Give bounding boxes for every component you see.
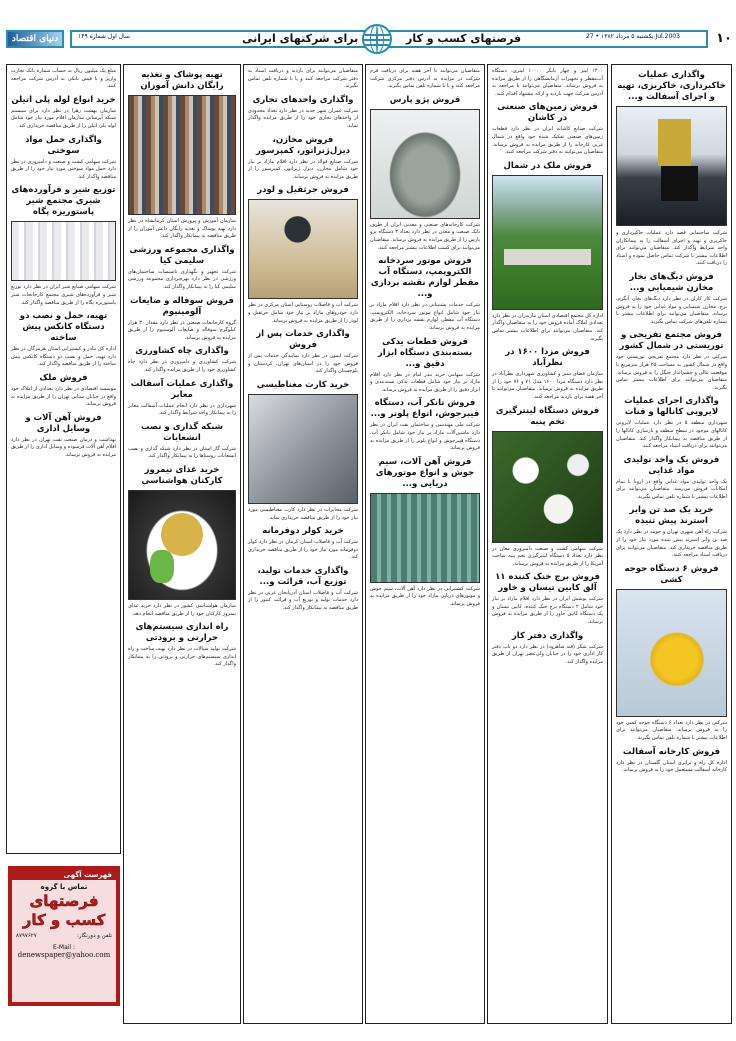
ad-body-text: شرکت صنایع فولاد در نظر دارد اقلام مازاد بر نیاز خود شامل مخازن، دیزل ژنراتور، کمپرسور را از طریق مزایده به فروش برساند. [248,158,358,180]
classified-ad [370,457,480,609]
ad-headline: واگذاری دفتر کار [511,630,584,641]
classified-ad [492,631,603,667]
ad-body-text: شرکت کشاورزی و دامپروری در نظر دارد چاه کشاورزی خود را از طریق مزایده واگذار کند. [128,359,236,373]
road-photo [616,106,727,226]
classified-ad [128,346,236,374]
classified-ad [128,245,236,292]
ad-body-text: شرکت گاز استان در نظر دارد شبکه گذاری و نصب انشعابات روستاها را به پیمانکار واگذار کند. [128,445,236,460]
classified-ad [616,747,727,775]
ad-headline: فروش دیگ‌های بخار مخازن شیمیایی و... [629,271,714,293]
ad-headline: فروش ملک [39,372,88,383]
page-header [6,24,732,54]
classified-ad [248,135,358,182]
ad-body-text: شهرداری منطقه ۵ در نظر دارد عملیات لایروبی کانالهای موجود در سطح منطقه و بازسازی کانالها را از طریق مناقصه به پیمانکار واگذار کند. متقاضیان می‌توانند برای دریافت اسناد مراجعه کنند. [616,420,728,450]
classified-ad [616,505,727,559]
classified-ad [616,70,727,226]
ad-headline: توزیع شیر و فرآورده‌های شیری مجتمع شیر پاستوریزه پگاه [11,185,116,218]
ad-headline: واگذاری اجرای عملیات لایروبی کانالها و قنات [624,396,719,418]
classified-ad [128,465,236,618]
ad-body-text: شرکتی در نظر دارد مجتمع تفریحی توریستی خود واقع در شمال کشور به مساحت ۲۵ هزار مترمربع با موقعیت عالی و چشم‌انداز جنگل را به فروش برساند. متقاضیان می‌توانند برای اطلاعات بیشتر تماس بگیرند. [616,354,727,391]
ad-headline: فروش تانکر آب، دستگاه فیبرجوش، انواع پلوتر و... [370,398,480,420]
ad-body-text: شرکت خدمات پشتیبانی در نظر دارد اقلام مازاد بر نیاز خود شامل انواع موتور سردخانه، الکتروپمپ، دستگاه آب مقطر، لوازم نقشه برداری را از طریق مزایده به فروش برساند. [370,302,480,331]
ad-headline: فروش زمین‌های صنعتی در کاشان [497,102,598,124]
ad-headline: تهیه پوشاک و تغذیه رایگان دانش آموزان [140,70,224,91]
ad-headline: خرید انواع لوله پلی اتیلن [11,94,116,105]
ad-headline: فروش مخازن، دیزل‌ژنراتور، کمپرسور [255,134,351,156]
ad-headline: خرید غذای نیمروز کارکنان هواشناسی [141,464,223,486]
steel-photo [370,493,480,583]
classified-ad [128,296,236,343]
ad-body-text: شرکت تولید سیالات در نظر دارد تهیه، ساخت و راه اندازی سیستم‌های حرارتی و برودتی را به پیمانکار واگذار کند. [128,646,236,668]
chicks-photo [616,589,727,717]
ad-headline: واگذاری خدمات تولید، توزیع آب، قرائت و... [257,565,349,587]
ad-body-text: شرکت شکر (قند شاهرود) در نظر دارد دو باب دفتر کار اداری خود را در خیابان ولی‌عصر تهران از طریق مزایده واگذار کند. [492,643,603,665]
ad-headline: خرید کارت مغناطیسی [256,379,350,390]
ad-headline: فروش یک واحد تولیدی مواد غذایی [623,454,720,476]
ad-body-text: شهرداری در نظر دارد انجام عملیات آسفالت معابر را به پیمانکار واجد شرایط واگذار کند. [128,402,236,417]
ad-body-text: بهداشت و درمان صنعت نفت تهران در نظر دارد اقلام آهن آلات فرسوده و وسایل اداری را از طریق مزایده به فروش برساند. [11,436,116,458]
ad-body-text: مبلغ یک میلیون ریال به حساب شماره بانک تجارت واریز و با فیش بانکی به آدرس شرکت مراجعه کنند. [11,68,116,90]
classified-ad [11,185,116,307]
ad-body-text: شرکت کار کاران در نظر دارد دیگ‌های بخار، آبگرم، برج، مخازن شیمیایی و مواد غذایی خود را به فروش برساند. متقاضیان می‌توانند برای اطلاعات بیشتر با شماره تلفن‌های شرکت تماس بگیرند. [616,295,727,325]
classified-ad [128,422,236,461]
classified-ad [492,406,603,569]
ad-headline: خرید کولر دوفرمانه [262,526,344,537]
milk-photo [11,221,116,281]
ad-headline: شبکه گذاری و نصب انشعابات [140,421,224,443]
classified-ad [11,95,116,131]
ad-headline: واگذاری حمل مواد سوختی [25,134,102,156]
classified-ad [492,68,603,98]
ad-body-text: موسسه اقتصادی در نظر دارد تعدادی از املاک خود واقع در خیابان سنایی تهران را از طریق مزایده به فروش برساند. [11,385,116,408]
classified-ad [128,379,236,418]
ad-body-text: شرکت سهامی خرید بندر امام در نظر دارد اقلام مازاد بر نیاز خود شامل قطعات یدکی بسته‌بندی و ابزار دقیق را از طریق مزایده به فروش برساند. [370,371,480,393]
classified-ad [616,272,727,326]
classified-ad [492,572,603,626]
article-column-6 [6,64,121,854]
ad-body-text: شرکت کارخانه‌های صنعتی و معدنی ایران از طرف بانک صنعت و معدن در نظر دارد تعداد ۳ دستگاه پژو پارس را از طریق مزایده به فروش برساند. متقاضیان می‌توانند برای کسب اطلاعات بیشتر مراجعه کنند. [370,221,480,251]
ad-body-text: ۱۴۰۰ لیتر و چهار تانکر ۱۰۰۰۰ لیتری، دستگاه آب‌مقطر و تجهیزات آزمایشگاهی را از طریق مزایده به فروش برساند. متقاضیان می‌توانند با مراجعه به آدرس شرکت جهت بازدید و ارائه پیشنهاد اقدام کنند. [492,68,603,97]
ad-headline: فروش سوفاله و ضایعات آلومینیوم [130,295,234,317]
classified-ad [616,564,727,743]
ad-body-text: شرکت مخابرات در نظر دارد کارت مغناطیسی مورد نیاز خود را از طریق مناقصه خریداری نماید. [248,506,358,521]
ad-body-text: متقاضیان می‌توانند تا آخر هفته برای دریافت فرم شرکت در مزایده به آدرس دفتر مرکزی شرکت مراجعه کنند و یا با شماره تلفن تماس بگیرند. [370,68,480,90]
ad-headline: فروش آهن آلات، سیم جوش و انواع موتورهای دریایی و... [375,456,475,489]
ad-headline: فروش مجتمع تفریحی و توریستی در شمال کشور [619,330,724,352]
ad-body-text: شرکت راه آهن شهری تهران و حومه در نظر دارد یک صد تن وایر استرند پیش تنیده مورد نیاز خود را از طریق مناقصه خریداری کند. متقاضیان می‌توانند برای دریافت اسناد مراجعه کنند. [616,529,727,559]
ad-body-text: شرکت تجهیز و نگهداری تاسیسات ساختمان‌های ورزشی در نظر دارد بهره‌برداری مجموعه ورزشی سلیمی کیا را به پیمانکار واگذار کند. [128,268,236,290]
food-photo [128,490,236,600]
ad-headline: واگذاری واحدهای تجاری [252,94,354,105]
ad-headline: فروش ملک در شمال [503,160,592,171]
ad-body-text: شرکت ایمون در نظر دارد نمایندگی خدمات پس از فروش خود را در استان‌های تهران، کردستان و بلوچستان واگذار کند. [248,353,358,375]
ad-body-text: شرکت آب و فاضلاب استان آذربایجان غربی در نظر دارد خدمات تولید و توزیع آب و قرائت کنتور را از طریق مناقصه به پیمانکار واگذار کند. [248,589,358,612]
classified-ad [616,330,727,392]
ad-body-text: متقاضیان می‌توانند برای بازدید و دریافت اسناد به دفتر شرکت مراجعه کنند و یا با شماره تلفن تماس بگیرند. [248,68,358,90]
classified-ad [370,337,480,395]
ad-body-text: شرکت عمران شهر جدید در نظر دارد تعداد محدودی از واحدهای تجاری خود را از طریق مزایده واگذار نماید. [248,107,358,129]
classified-ad [248,68,358,91]
article-column-2 [487,64,608,1024]
ad-headline: فروش آهن آلات و وسایل اداری [25,412,102,434]
article-column-1 [611,64,732,1024]
ad-headline: فروش جرثقیل و لودر [257,185,349,196]
ad-body-text: سازمان بهشت زهرا در نظر دارد برای سیستم شبکه آبرسانی سازمان اقلام مورد نیاز خود شامل لوله پلی اتیلن را از طریق مناقصه خریداری کند. [11,107,116,129]
ad-body-text: سازمان هواشناسی کشور در نظر دارد خرید غذای نیمروز کارکنان خود را از طریق مناقصه انجام دهد. [128,602,236,617]
section-title-right: فرصتهای کسب و کار [406,32,522,45]
clothes-photo [128,95,236,215]
logo-text: دنیای اقتصاد [11,34,59,44]
classified-ad [370,256,480,332]
issue-info: سال اول شماره ۱۴۹ [78,33,130,40]
classified-ad [11,68,116,91]
ad-headline: واگذاری خدمات پس از فروش [256,329,350,351]
ad-headline: واگذاری مجموعه ورزشی سلیمی کیا [129,244,235,266]
ad-phone-label: تلفن و دورنگار: [77,933,112,939]
ad-body-text: شرکت ساختمانی قصد دارد عملیات خاکبرداری و خاکریزی و تهیه و اجرای آسفالت را به پیمانکاران واجد شرایط واگذار کند. متقاضیان می‌توانند برای اطلاعات بیشتر با شرکت تماس حاصل نموده و اسناد را دریافت کنند. [616,230,727,267]
classified-ad [248,380,358,522]
ad-body-text: شرکت سهامی کشت و صنعت و دامپروری در نظر دارد حمل مواد سوختی مورد نیاز خود را از طریق مناقصه واگذار کند. [11,158,116,180]
ad-body-text: یک واحد تولیدی مواد غذایی واقع در اروپا با تمام امکانات فروش می‌رسد. متقاضیان می‌توانند برای اطلاعات بیشتر با شماره تلفن تماس بگیرند. [616,478,727,500]
ad-headline: فروش برج خنک کننده ۱۱ آلق کابین تیسان و خاور [495,572,600,594]
classified-ad [11,311,116,369]
ad-contact-line: تماس با گروه [40,883,88,891]
ad-body-text: شرکت سهامی کشت و صنعت دامپروری مغان در نظر دارد تعداد ۵ دستگاه لینترگیری تخم پنبه ساخت آمریکا را از طریق مزایده به فروش برساند. [492,545,603,567]
ad-body-text: اداره کل مجتمع اقتصادی استان مازندران در نظر دارد تعدادی املاک آماده فروش خود را به متقاضیان واگذار کند. متقاضیان می‌توانند برای اطلاعات بیشتر تماس بگیرند. [492,312,603,342]
publish-date: یکشنبه ۵ مرداد ۱۳۸۲ • 27 Jul.2003 [586,33,680,40]
ad-body-text: شرکت پوشش ایران در نظر دارد اقلام مازاد بر نیاز خود شامل ۲ دستگاه برج خنک کننده، کابین تیسان و یک دستگاه کابین خاور را از طریق مزایده به فروش برساند. [492,596,603,626]
contact-ad-box [8,866,120,1006]
newspaper-logo [6,30,64,48]
section-title-left: برای شرکتهای ایرانی [242,32,359,45]
article-column-3 [365,64,485,1024]
classified-ad [616,455,727,502]
ad-headline: واگذاری عملیات آسفالت معابر [130,378,234,400]
globe-icon [362,24,392,54]
car-photo [370,109,480,219]
ad-body-text: اداره کل بنادر و کشتیرانی استان هرمزگان در نظر دارد تهیه، حمل و نصب دو دستگاه کانکس پیش ساخته را از طریق مناقصه واگذار کند. [11,346,116,368]
classified-ad [248,329,358,376]
classified-ad [492,102,603,156]
ad-phone: ۸۷۹۷۶۲۷ [16,933,37,939]
classified-ad [11,135,116,182]
ad-badge: فهرست آگهی [12,870,116,880]
ad-body-text: شرکت آب و فاضلاب روستایی استان مرکزی در نظر دارد خودروهای مازاد بر نیاز خود شامل جرثقیل و لودر را از طریق مزایده به فروش برساند. [248,302,358,324]
ad-email-label: E-Mail : [52,944,76,951]
cotton-photo [492,431,603,543]
article-column-4 [243,64,363,1024]
tank-photo [248,199,358,299]
ad-headline: فروش ۶ دستگاه جوجه کشی [624,563,719,585]
ad-headline: فروش دستگاه لینترگیری تخم پنبه [495,405,600,427]
atm-photo [248,394,358,504]
ad-phone-row [12,933,116,939]
classified-ad [370,398,480,452]
classified-ad [616,396,727,450]
classified-ad [128,622,236,669]
ad-body-text: اداره کل راه و ترابری استان گلستان در نظر دارد کارخانه آسفالت مستعمل خود را به فروش برساند. [616,759,727,774]
ad-headline: فروش پژو پارس [389,94,461,105]
ad-body-text: شرکت کشتیرانی در نظر دارد آهن آلات، سیم جوش و موتورهای دریایی مازاد خود را از طریق مزایده به فروش برساند. [370,585,480,607]
ad-headline: خرید یک صد تن وایر استرند پیش تنیده [629,505,714,527]
ad-headline: فروش کارخانه آسفالت [622,746,721,757]
page-number: ۱۰ [716,31,732,46]
ad-body-text: شرکت ملی مهندسی و ساختمان نفت ایران در نظر دارد ماشین‌آلات مازاد بر نیاز خود شامل تانکر آب، دستگاه فیبرجوش و انواع پلوتر را از طریق مزایده به فروش برساند. [370,422,480,452]
ad-body-text: شرکتی در نظر دارد تعداد ۶ دستگاه جوجه کشی خود را به فروش برساند. متقاضیان می‌توانند برای اطلاعات بیشتر با شماره تلفن تماس بگیرند. [616,719,727,742]
classified-ad [370,68,480,91]
classified-ad [492,347,603,401]
ad-headline: راه اندازی سیستم‌های حرارتی و برودتی [135,622,229,644]
classified-ad [248,566,358,613]
classified-ad [11,373,116,409]
ad-headline: فروش مزدا ۱۶۰۰ در نظرآباد [505,347,590,369]
article-column-5 [123,64,241,1024]
ad-headline: تهیه، حمل و نصب دو دستگاه کانکس پیش ساخته [19,311,108,344]
ad-body-text: شرکت آب و فاضلاب استان کرمان در نظر دارد کولر دوفرمانه مورد نیاز خود را از طریق مناقصه خریداری کند. [248,539,358,561]
classified-ad [370,95,480,252]
ad-body-text: سازمان فضای سبز و کشاورزی شهرداری نظرآباد در نظر دارد دستگاه مزدا ۱۶۰۰ مدل ۷۱ و ۷۶ خود را از طریق مزایده به فروش برساند. متقاضیان می‌توانند تا آخر هفته برای بازدید مراجعه کنند. [492,371,604,400]
ad-body-text: شرکت صنایع کاشانه ایران در نظر دارد قطعات زمین‌های صنعتی تفکیک شده خود واقع در شمال غربی کارخانه را از طریق مزایده به فروش برساند. متقاضیان می‌توانند به دفتر شرکت مراجعه کنند. [492,126,603,156]
ad-headline: فروش موتور سردخانه الکتروپمپ، دستگاه آب مقطر لوازم نقشه برداری و... [371,256,479,300]
ad-headline: فروش قطعات یدکی بسته‌بندی دستگاه ابزار دقیق و... [377,336,473,369]
ad-body-text: شرکت سهامی صنایع شیر ایران در نظر دارد توزیع شیر و فرآورده‌های شیری مجتمع کارخانجات شیر پاستوریزه پگاه را از طریق مناقصه واگذار کند. [11,284,116,306]
ad-body-text: سازمان آموزش و پرورش استان کرمانشاه در نظر دارد تهیه پوشاک و تغذیه رایگان دانش آموزان را از طریق مناقصه به پیمانکار واگذار کند. [128,218,236,240]
ad-headline: واگذاری چاه کشاورزی [135,346,229,357]
forest-photo [492,175,603,310]
ad-brand-line2: کسب و کار [22,911,106,929]
classified-ad [248,526,358,562]
classified-ad [492,161,603,343]
ad-body-text: گروه کارخانجات صنعتی در نظر دارد مقدار ۳۰ هزار کیلوگرم سوفاله و ضایعات آلومینیوم را از طریق مزایده به فروش برساند. [128,319,236,341]
classified-ad [128,70,236,241]
classified-ad [248,95,358,131]
ad-headline: واگذاری عملیات خاکبرداری، خاکریزی، تهیه و اجرای آسفالت و... [617,70,726,102]
classified-ad [248,185,358,325]
classified-ad [11,413,116,460]
classified-ad [616,230,727,268]
ad-email[interactable]: denewspaper@yahoo.com [17,951,111,959]
ad-brand-line1: فرصتهای [29,892,99,910]
